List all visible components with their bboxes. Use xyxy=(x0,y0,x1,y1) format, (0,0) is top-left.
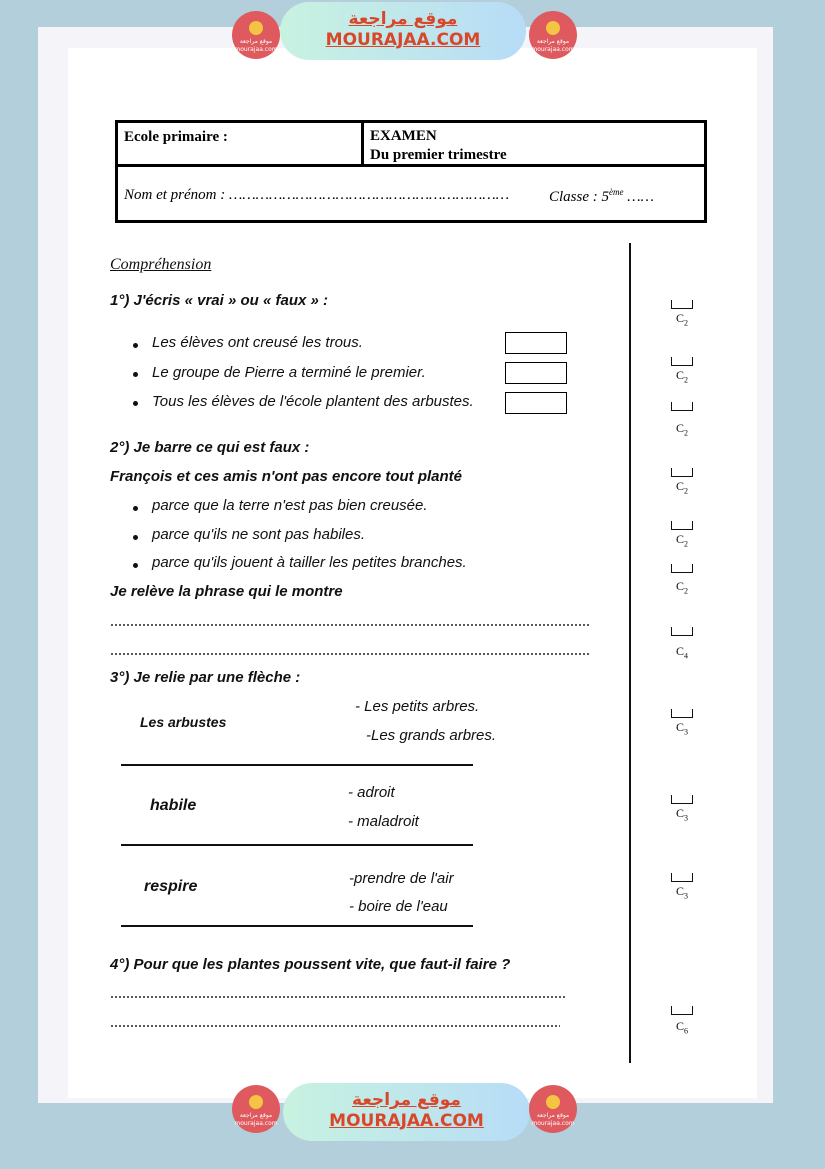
bullet-icon xyxy=(133,401,138,406)
watermark-arabic: موقع مراجعة xyxy=(348,9,458,29)
criterion-letter: C xyxy=(675,421,684,435)
answer-line[interactable] xyxy=(110,1025,560,1027)
criterion-box xyxy=(671,627,693,636)
criterion-letter: C xyxy=(675,368,684,382)
criterion-label xyxy=(671,311,693,327)
criterion-letter: C xyxy=(675,479,684,493)
logo-dot-icon xyxy=(249,1095,263,1109)
section-title: Compréhension xyxy=(110,256,212,273)
exam-subtitle: Du premier trimestre xyxy=(370,147,507,163)
divider xyxy=(121,844,473,846)
criterion-sub: 3 xyxy=(684,813,688,823)
q1-answer-box-3[interactable] xyxy=(505,392,567,414)
criterion-sub: 3 xyxy=(684,727,688,737)
criterion-box xyxy=(671,468,693,477)
criterion-sub: 2 xyxy=(684,586,688,596)
watermark-banner-bottom[interactable] xyxy=(283,1083,530,1141)
q3-option: - boire de l'eau xyxy=(349,898,448,915)
bullet-icon xyxy=(133,343,138,348)
criterion-letter: C xyxy=(675,311,684,325)
badge-url: mourajaa.com xyxy=(531,1120,575,1127)
criterion-sub: 2 xyxy=(684,318,688,328)
criterion-letter: C xyxy=(675,532,684,546)
criterion-marker xyxy=(671,795,693,822)
divider xyxy=(121,764,473,766)
q1-item: Les élèves ont creusé les trous. xyxy=(152,334,363,351)
q3-option: -prendre de l'air xyxy=(349,870,454,887)
criterion-label xyxy=(671,368,693,384)
criterion-box xyxy=(671,873,693,882)
class-dots: …… xyxy=(623,189,654,205)
q2-followup: Je relève la phrase qui le montre xyxy=(110,583,343,600)
badge-text: موقع مراجعة xyxy=(536,38,570,45)
exam-title: EXAMEN xyxy=(370,128,437,144)
watermark-latin: MOURAJAA.COM xyxy=(329,1111,484,1131)
criterion-marker xyxy=(671,468,693,495)
q2-item: parce qu'ils ne sont pas habiles. xyxy=(152,526,365,543)
criterion-letter: C xyxy=(675,579,684,593)
criterion-sub: 2 xyxy=(684,428,688,438)
criterion-label xyxy=(671,421,693,437)
criterion-box xyxy=(671,300,693,309)
criterion-box xyxy=(671,1006,693,1015)
criterion-letter: C xyxy=(675,806,684,820)
q1-title: 1°) J'écris « vrai » ou « faux » : xyxy=(110,292,329,309)
criterion-label xyxy=(671,532,693,548)
criterion-marker xyxy=(671,402,693,437)
bullet-icon xyxy=(133,563,138,568)
class-sup: ème xyxy=(609,187,624,197)
criterion-label xyxy=(671,884,693,900)
criterion-letter: C xyxy=(675,644,684,658)
criterion-box xyxy=(671,402,693,411)
criterion-label xyxy=(671,1019,693,1035)
criterion-box xyxy=(671,795,693,804)
criterion-marker xyxy=(671,627,693,660)
criterion-sub: 3 xyxy=(684,891,688,901)
watermark-logo-left-bottom xyxy=(232,1085,280,1133)
criterion-box xyxy=(671,357,693,366)
q3-option: - adroit xyxy=(348,784,395,801)
q3-word: Les arbustes xyxy=(140,714,227,730)
watermark-arabic: موقع مراجعة xyxy=(352,1090,461,1110)
q3-word: respire xyxy=(144,878,198,895)
criterion-sub: 2 xyxy=(684,539,688,549)
criterion-marker xyxy=(671,1006,693,1035)
badge-text: موقع مراجعة xyxy=(536,1112,570,1119)
badge-url: mourajaa.com xyxy=(234,46,278,53)
q2-item: parce que la terre n'est pas bien creusée. xyxy=(152,497,428,514)
q3-option: -Les grands arbres. xyxy=(366,727,497,744)
class-field xyxy=(549,187,654,206)
logo-dot-icon xyxy=(546,21,560,35)
criterion-box xyxy=(671,564,693,573)
criterion-label xyxy=(671,806,693,822)
watermark-logo-right-top xyxy=(529,11,577,59)
criterion-box xyxy=(671,709,693,718)
watermark-banner-top[interactable] xyxy=(280,2,526,60)
criterion-box xyxy=(671,521,693,530)
divider xyxy=(121,925,473,927)
q3-option: - maladroit xyxy=(348,813,419,830)
criterion-marker xyxy=(671,709,693,736)
badge-text: موقع مراجعة xyxy=(239,38,273,45)
q1-item: Tous les élèves de l'école plantent des arbustes. xyxy=(152,393,474,410)
criterion-sub: 2 xyxy=(684,486,688,496)
q3-word: habile xyxy=(150,797,197,814)
bullet-icon xyxy=(133,506,138,511)
exam-header-box xyxy=(115,120,707,223)
header-divider xyxy=(361,123,364,167)
q1-item: Le groupe de Pierre a terminé le premier. xyxy=(152,364,426,381)
bullet-icon xyxy=(133,372,138,377)
badge-url: mourajaa.com xyxy=(234,1120,278,1127)
criterion-letter: C xyxy=(675,1019,684,1033)
name-field: Nom et prénom : ……………………………………………………… xyxy=(124,187,510,203)
answer-line[interactable] xyxy=(110,996,565,998)
criterion-letter: C xyxy=(675,720,684,734)
criterion-marker xyxy=(671,564,693,595)
criterion-marker xyxy=(671,873,693,900)
watermark-latin: MOURAJAA.COM xyxy=(325,30,481,50)
criterion-letter: C xyxy=(675,884,684,898)
watermark-logo-left-top xyxy=(232,11,280,59)
criterion-marker xyxy=(671,300,693,327)
criterion-label xyxy=(671,579,693,595)
bullet-icon xyxy=(133,535,138,540)
criterion-sub: 2 xyxy=(684,375,688,385)
q3-title: 3°) Je relie par une flèche : xyxy=(110,669,301,686)
watermark-logo-right-bottom xyxy=(529,1085,577,1133)
q2-statement: François et ces amis n'ont pas encore tout planté xyxy=(110,468,462,485)
criterion-marker xyxy=(671,357,693,384)
criterion-label xyxy=(671,644,693,660)
criterion-sub: 6 xyxy=(684,1026,688,1036)
criterion-marker xyxy=(671,521,693,548)
badge-url: mourajaa.com xyxy=(531,46,575,53)
logo-dot-icon xyxy=(249,21,263,35)
criterion-sub: 4 xyxy=(684,651,688,661)
margin-separator xyxy=(629,243,631,1063)
logo-dot-icon xyxy=(546,1095,560,1109)
q1-answer-box-1[interactable] xyxy=(505,332,567,354)
answer-line[interactable] xyxy=(110,653,590,655)
badge-text: موقع مراجعة xyxy=(239,1112,273,1119)
criterion-label xyxy=(671,720,693,736)
q3-option: - Les petits arbres. xyxy=(355,698,480,715)
q4-title: 4°) Pour que les plantes poussent vite, que faut-il faire ? xyxy=(110,956,511,973)
answer-line[interactable] xyxy=(110,624,590,626)
class-label: Classe : 5 xyxy=(549,189,609,205)
school-label: Ecole primaire : xyxy=(124,129,228,145)
q1-answer-box-2[interactable] xyxy=(505,362,567,384)
criterion-label xyxy=(671,479,693,495)
q2-item: parce qu'ils jouent à tailler les petites branches. xyxy=(152,554,467,571)
q2-title: 2°) Je barre ce qui est faux : xyxy=(110,439,310,456)
